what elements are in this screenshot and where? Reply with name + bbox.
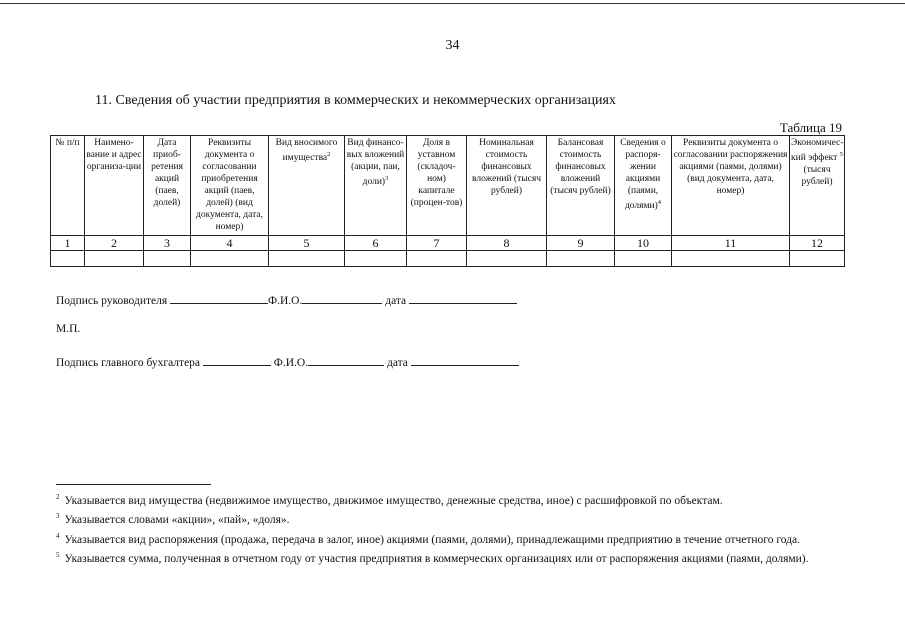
head-signature-label: Подпись руководителя [56,295,168,307]
date-label: дата [386,357,408,369]
empty-cell[interactable] [467,251,547,267]
column-number: 12 [790,236,845,251]
column-number-row [51,236,845,251]
column-number: 8 [467,236,547,251]
empty-cell[interactable] [51,251,85,267]
column-number: 7 [407,236,467,251]
column-number: 3 [144,236,191,251]
participation-table [50,135,845,267]
fio-label: Ф.И.О. [273,357,309,369]
empty-cell[interactable] [672,251,790,267]
accountant-signature-field[interactable] [203,354,271,366]
stamp-label: М.П. [56,323,81,335]
accountant-signature-label: Подпись главного бухгалтера [56,357,201,369]
empty-cell[interactable] [269,251,345,267]
col-header-disposal-document: Реквизиты документа о согласовании распоряжения акциями (паями, долями) (вид документа, дата, номер) [672,136,790,236]
empty-cell[interactable] [407,251,467,267]
empty-cell[interactable] [85,251,144,267]
column-number: 11 [672,236,790,251]
empty-data-row [51,251,845,267]
accountant-fio-field[interactable] [308,354,384,366]
head-fio-field[interactable] [302,292,382,304]
header-row [51,136,845,236]
head-signature-field[interactable] [170,292,268,304]
footnotes [56,490,844,567]
col-header-investment-type: Вид финансо-вых вложений (акции, паи, доли)$^3$ [345,136,407,236]
footnote: $^4$ Указывается вид распоряжения (продажа, передача в залог, иное) акциями (паями, долями), принадлежащими предприятию в течение отчетного года. [56,531,800,546]
col-header-acquisition-document: Реквизиты документа о согласовании приобретения акций (паев, долей) (вид документа, дата, номер) [191,136,269,236]
column-number: 10 [615,236,672,251]
column-number: 5 [269,236,345,251]
footnote-separator [56,484,211,485]
col-header-disposal-info: Сведения о распоря-жении акциями (паями, долями)$^4$ [615,136,672,236]
empty-cell[interactable] [144,251,191,267]
accountant-signature-line [56,354,519,369]
head-signature-line [56,292,517,307]
col-header-acquisition-date: Дата приоб-ретения акций (паев, долей) [144,136,191,236]
empty-cell[interactable] [191,251,269,267]
empty-cell[interactable] [345,251,407,267]
col-header-book-value: Балансовая стоимость финансовых вложений (тысяч рублей) [547,136,615,236]
col-header-economic-effect: Экономичес-кий эффект $^5$ (тысяч рублей) [790,136,845,236]
empty-cell[interactable] [547,251,615,267]
column-number: 9 [547,236,615,251]
footnote: $^2$ Указывается вид имущества (недвижимое имущество, движимое имущество, денежные средства, иное) с расшифровкой по объектам. [56,493,723,507]
column-number: 4 [191,236,269,251]
footnote: $^5$ Указывается сумма, полученная в отчетном году от участия предприятия в коммерческих организациях или от распоряжения акциями (паями, долями). [56,550,809,565]
accountant-date-field[interactable] [411,354,519,366]
fio-label: Ф.И.О. [268,295,303,307]
col-header-organization: Наимено-вание и адрес организа-ции [85,136,144,236]
page-number: 34 [445,38,460,53]
table-label: Таблица 19 [779,120,842,135]
section-title: 11. Сведения об участии предприятия в коммерческих и некоммерческих организациях [95,93,616,108]
col-header-nominal-value: Номинальная стоимость финансовых вложений (тысяч рублей) [467,136,547,236]
column-number: 6 [345,236,407,251]
column-number: 1 [51,236,85,251]
page-top-border [0,3,905,4]
empty-cell[interactable] [615,251,672,267]
date-label: дата [385,295,407,307]
col-header-number: № п/п [51,136,85,236]
empty-cell[interactable] [790,251,845,267]
head-date-field[interactable] [409,292,517,304]
column-number: 2 [85,236,144,251]
footnote: $^3$ Указывается словами «акции», «пай», «доля». [56,512,290,527]
col-header-property-type: Вид вносимого имущества$^2$ [269,136,345,236]
col-header-capital-share: Доля в уставном (складоч-ном) капитале (процен-тов) [407,136,467,236]
